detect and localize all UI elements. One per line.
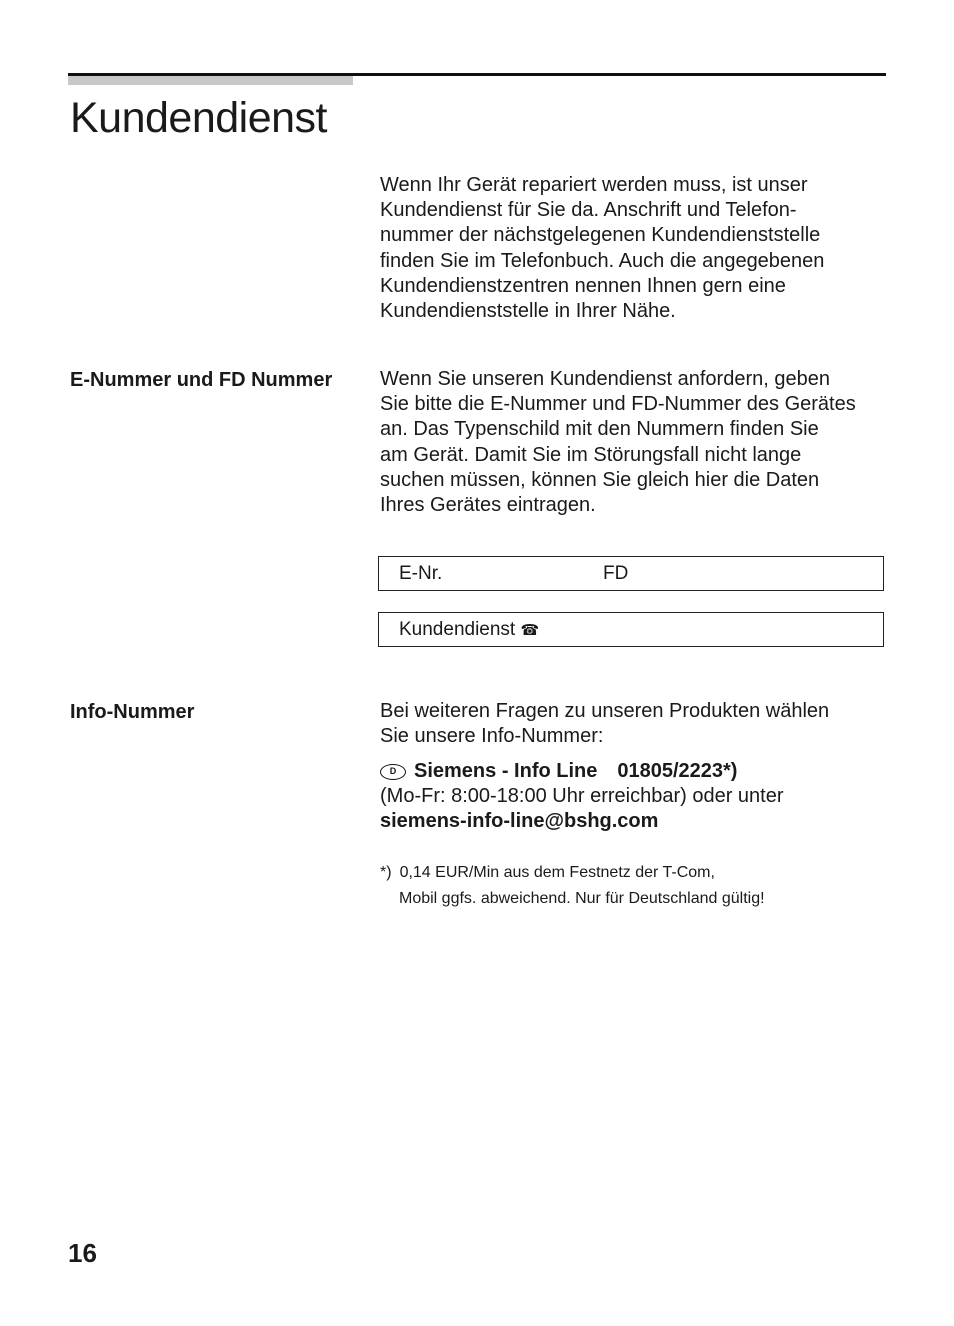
intro-line: Kundendienst für Sie da. Anschrift und Telefon- bbox=[380, 199, 797, 222]
hotline-name: Siemens - Info Line bbox=[414, 760, 598, 782]
header-rule-accent bbox=[68, 76, 353, 85]
enummer-line: am Gerät. Damit Sie im Störungsfall nicht lange bbox=[380, 443, 802, 466]
enummer-line: Ihres Gerätes eintragen. bbox=[380, 494, 596, 517]
enr-label: E-Nr. bbox=[399, 563, 443, 584]
intro-line: nummer der nächstgelegenen Kundendienststelle bbox=[380, 224, 821, 247]
hotline-hours: (Mo-Fr: 8:00-18:00 Uhr erreichbar) oder unter bbox=[380, 785, 784, 807]
footnote-line: 0,14 EUR/Min aus dem Festnetz der T-Com, bbox=[399, 864, 715, 881]
kundendienst-field[interactable] bbox=[378, 612, 884, 647]
hotline-number[interactable]: 01805/2223*) bbox=[617, 760, 738, 782]
enummer-line: suchen müssen, können Sie gleich hier die Daten bbox=[380, 468, 820, 491]
intro-line: Kundendienststelle in Ihrer Nähe. bbox=[380, 300, 676, 323]
intro-line: Wenn Ihr Gerät repariert werden muss, ist unser bbox=[380, 174, 808, 196]
enummer-line: Sie bitte die E-Nummer und FD-Nummer des Gerätes bbox=[380, 393, 856, 416]
intro-line: Kundendienstzentren nennen Ihnen gern eine bbox=[380, 274, 786, 297]
phone-icon: ☎ bbox=[520, 622, 540, 639]
footnote-marker: *) bbox=[380, 864, 392, 881]
fd-label: FD bbox=[603, 563, 629, 584]
hotline-row bbox=[380, 759, 890, 784]
header-rule bbox=[68, 73, 886, 76]
country-d-icon: D bbox=[380, 764, 406, 780]
kundendienst-field-label bbox=[399, 613, 539, 647]
enr-fd-field[interactable] bbox=[378, 556, 884, 591]
intro-line: finden Sie im Telefonbuch. Auch die angegebenen bbox=[380, 249, 825, 272]
section-label-info: Info-Nummer bbox=[70, 701, 195, 723]
info-line: Bei weiteren Fragen zu unseren Produkten wählen bbox=[380, 700, 830, 722]
page-title: Kundendienst bbox=[70, 94, 327, 142]
intro-paragraph bbox=[380, 173, 890, 324]
section-label-enummer: E-Nummer und FD Nummer bbox=[70, 369, 333, 391]
kundendienst-label-text: Kundendienst bbox=[399, 619, 516, 640]
enummer-line: Wenn Sie unseren Kundendienst anfordern, geben bbox=[380, 368, 830, 390]
footnote-line: Mobil ggfs. abweichend. Nur für Deutschland gültig! bbox=[399, 890, 765, 907]
footnote bbox=[380, 860, 900, 912]
email-link[interactable]: siemens-info-line@bshg.com bbox=[380, 810, 659, 832]
enummer-paragraph bbox=[380, 367, 890, 518]
info-line: Sie unsere Info-Nummer: bbox=[380, 725, 604, 748]
enummer-line: an. Das Typenschild mit den Nummern finden Sie bbox=[380, 418, 819, 441]
info-paragraph bbox=[380, 699, 890, 749]
page-number: 16 bbox=[68, 1238, 97, 1268]
